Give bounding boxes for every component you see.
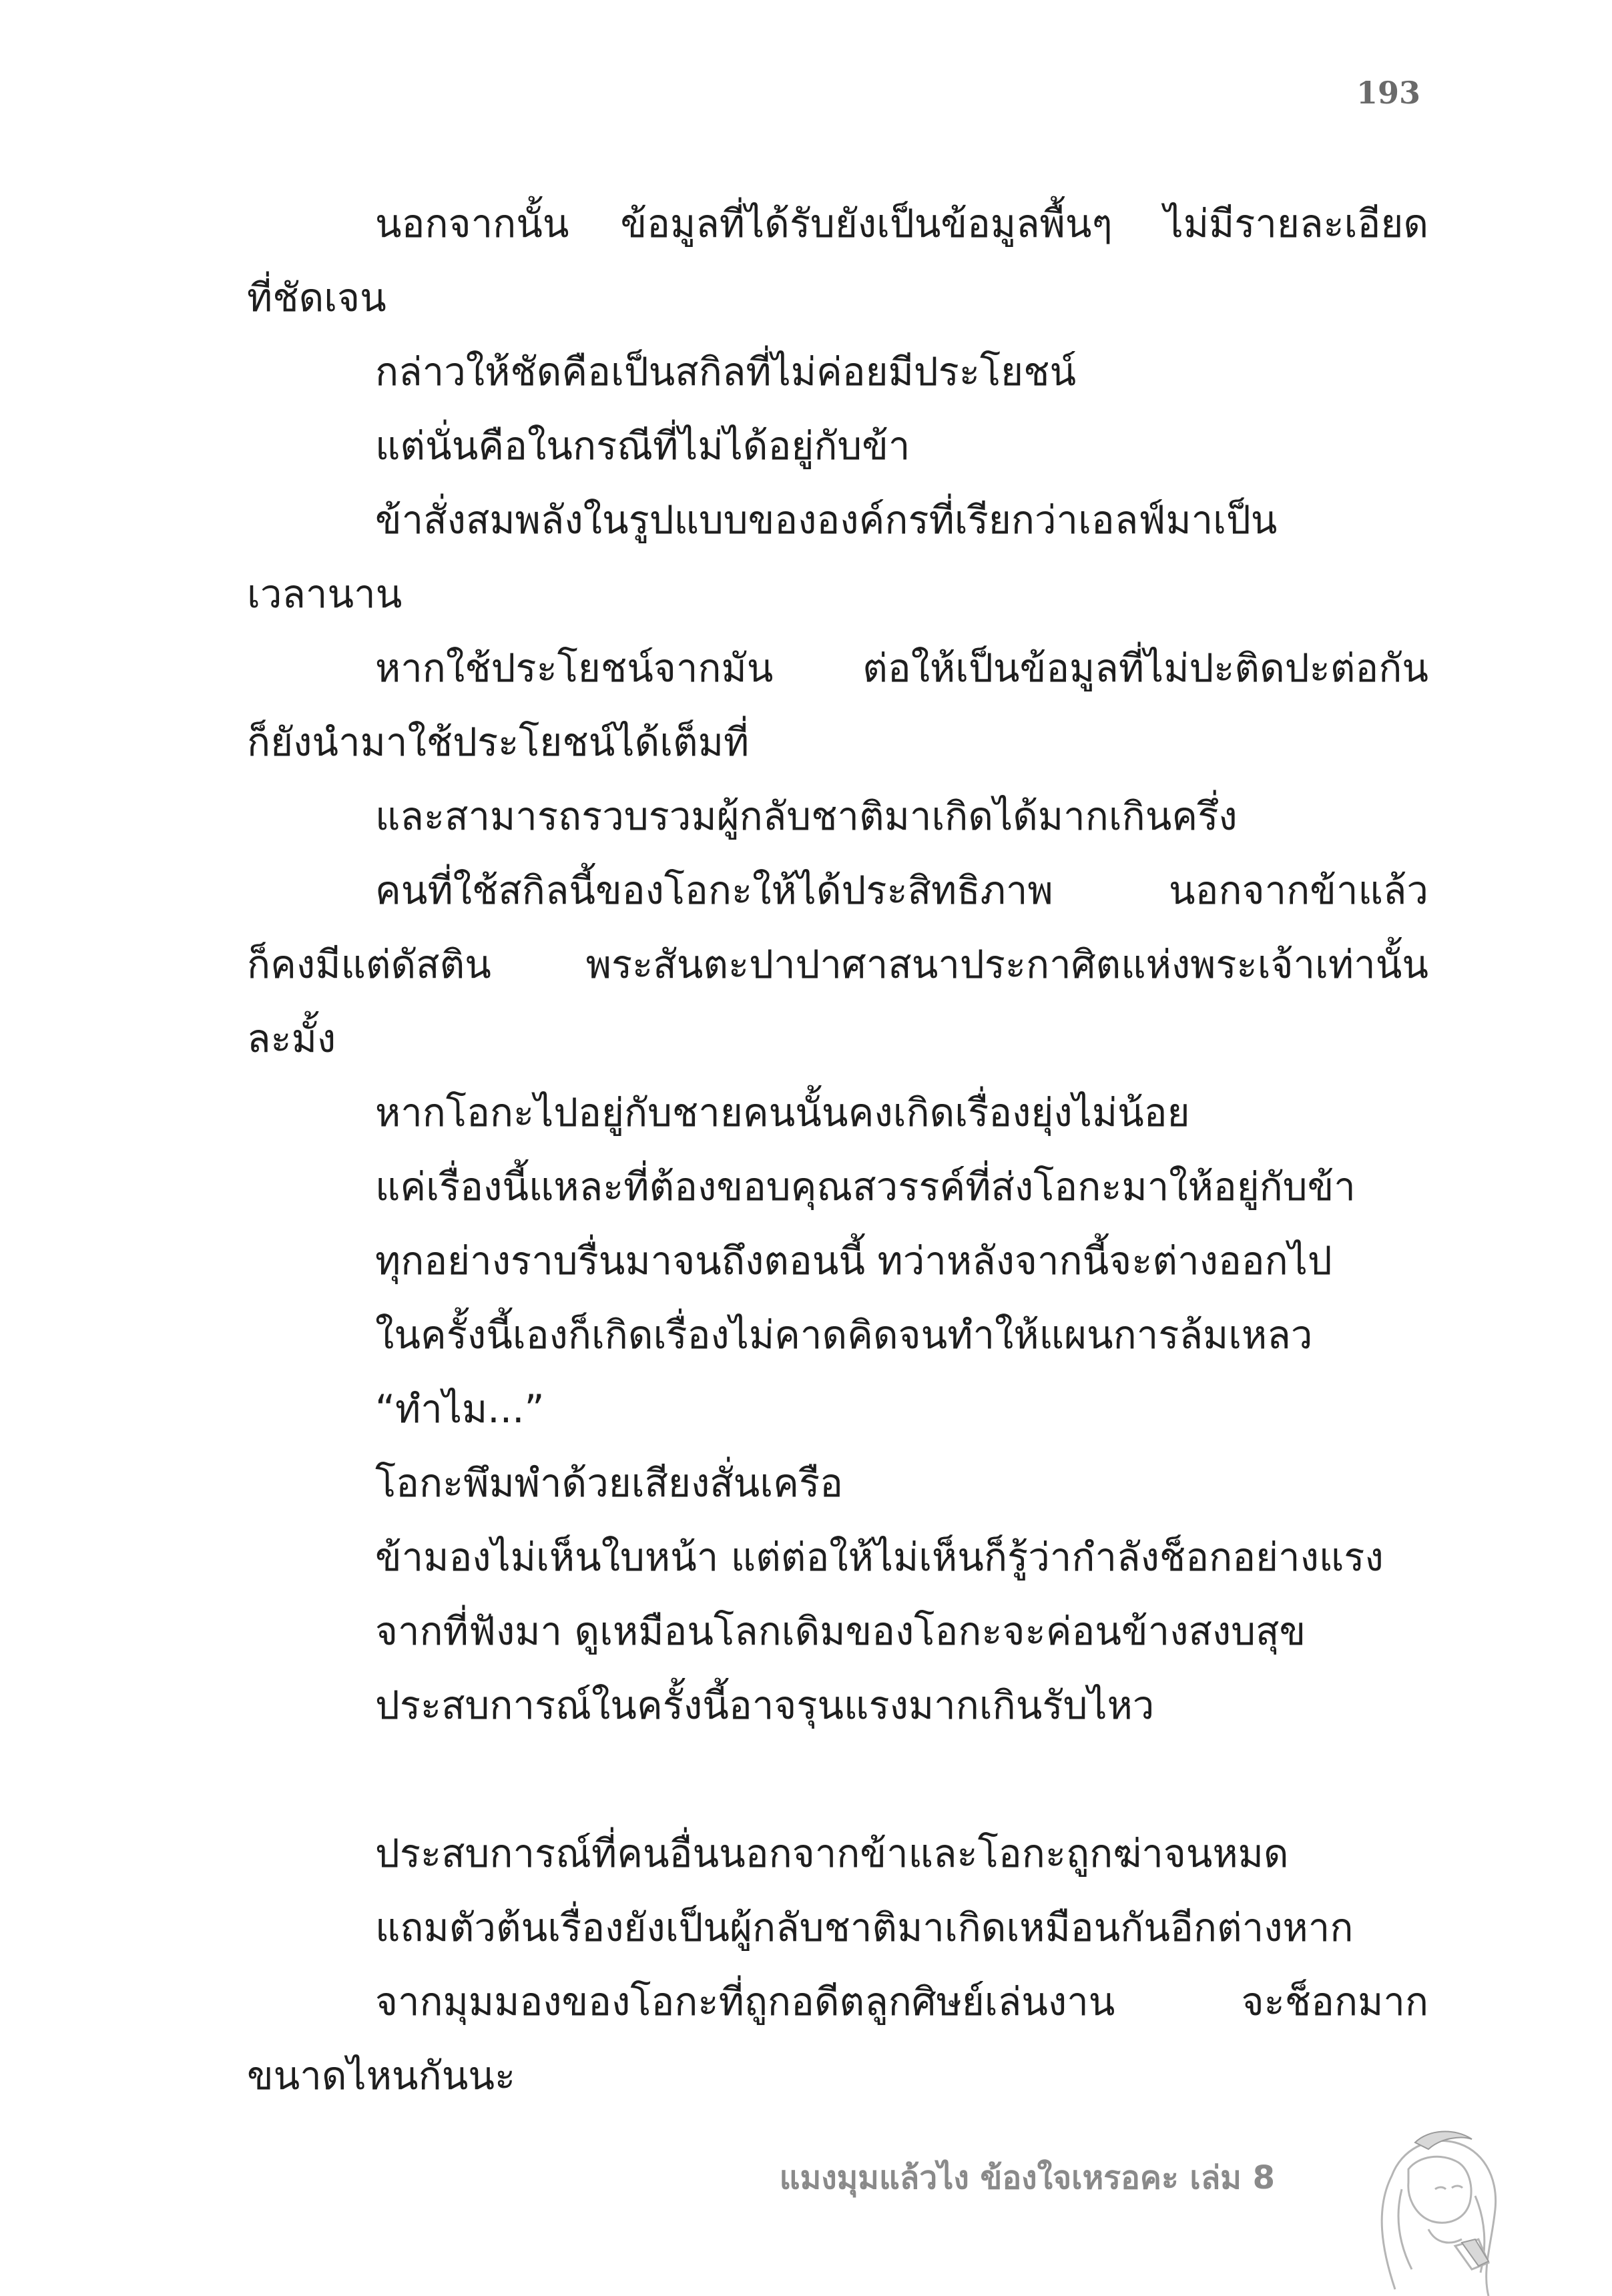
text-line: หากโอกะไปอยู่กับชายคนนั้นคงเกิดเรื่องยุ่งไม่น้อย [375, 1090, 1190, 1135]
text-line: ก็คงมีแต่ดัสติน พระสันตะปาปาศาสนาประกาศิตแห่งพระเจ้าเท่านั้น [247, 942, 1428, 987]
text-line: และสามารถรวบรวมผู้กลับชาติมาเกิดได้มากเกินครึ่ง [375, 794, 1238, 839]
text-line: แค่เรื่องนี้แหละที่ต้องขอบคุณสวรรค์ที่ส่งโอกะมาให้อยู่กับข้า [375, 1164, 1356, 1209]
text-line: หากใช้ประโยชน์จากมัน ต่อให้เป็นข้อมูลที่ไม่ปะติดปะต่อกัน [375, 645, 1428, 691]
text-line: ข้ามองไม่เห็นใบหน้า แต่ต่อให้ไม่เห็นก็รู้ว่ากำลังช็อกอย่างแรง [375, 1534, 1384, 1580]
character-illustration [1355, 2102, 1515, 2296]
text-line: ก็ยังนำมาใช้ประโยชน์ได้เต็มที่ [247, 720, 750, 765]
text-line: ที่ชัดเจน [247, 275, 386, 320]
text-line: แถมตัวต้นเรื่องยังเป็นผู้กลับชาติมาเกิดเหมือนกันอีกต่างหาก [375, 1905, 1354, 1950]
text-line: แต่นั่นคือในกรณีที่ไม่ได้อยู่กับข้า [375, 423, 910, 469]
text-line: ขนาดไหนกันนะ [247, 2053, 516, 2098]
text-line: ประสบการณ์ที่คนอื่นนอกจากข้าและโอกะถูกฆ่าจนหมด [375, 1831, 1289, 1876]
text-line: จากมุมมองของโอกะที่ถูกอดีตลูกศิษย์เล่นงาน จะช็อกมาก [375, 1979, 1428, 2024]
page-number: 193 [1356, 75, 1420, 111]
text-line: ละมั้ง [247, 1016, 336, 1061]
text-line: “ทำไม...” [375, 1386, 545, 1432]
text-line: ประสบการณ์ในครั้งนี้อาจรุนแรงมากเกินรับไหว [375, 1683, 1155, 1728]
book-title-footer: แมงมุมแล้วไง ข้องใจเหรอคะ เล่ม 8 [779, 2159, 1275, 2197]
text-line: เวลานาน [247, 571, 402, 617]
body-text [247, 187, 1428, 2113]
text-line: ในครั้งนี้เองก็เกิดเรื่องไม่คาดคิดจนทำให้แผนการล้มเหลว [375, 1312, 1313, 1358]
text-line: กล่าวให้ชัดคือเป็นสกิลที่ไม่ค่อยมีประโยชน์ [375, 349, 1077, 394]
text-line: นอกจากนั้น ข้อมูลที่ได้รับยังเป็นข้อมูลพื้นๆ ไม่มีรายละเอียด [375, 201, 1428, 246]
blank-line [247, 1743, 1428, 1817]
text-line: คนที่ใช้สกิลนี้ของโอกะให้ได้ประสิทธิภาพ นอกจากข้าแล้ว [375, 868, 1428, 913]
text-line: ทุกอย่างราบรื่นมาจนถึงตอนนี้ ทว่าหลังจากนี้จะต่างออกไป [375, 1238, 1332, 1283]
text-line: โอกะพึมพำด้วยเสียงสั่นเครือ [375, 1460, 843, 1506]
text-line: ข้าสั่งสมพลังในรูปแบบขององค์กรที่เรียกว่าเอลฟ์มาเป็น [375, 497, 1278, 543]
text-line: จากที่ฟังมา ดูเหมือนโลกเดิมของโอกะจะค่อนข้างสงบสุข [375, 1609, 1306, 1654]
